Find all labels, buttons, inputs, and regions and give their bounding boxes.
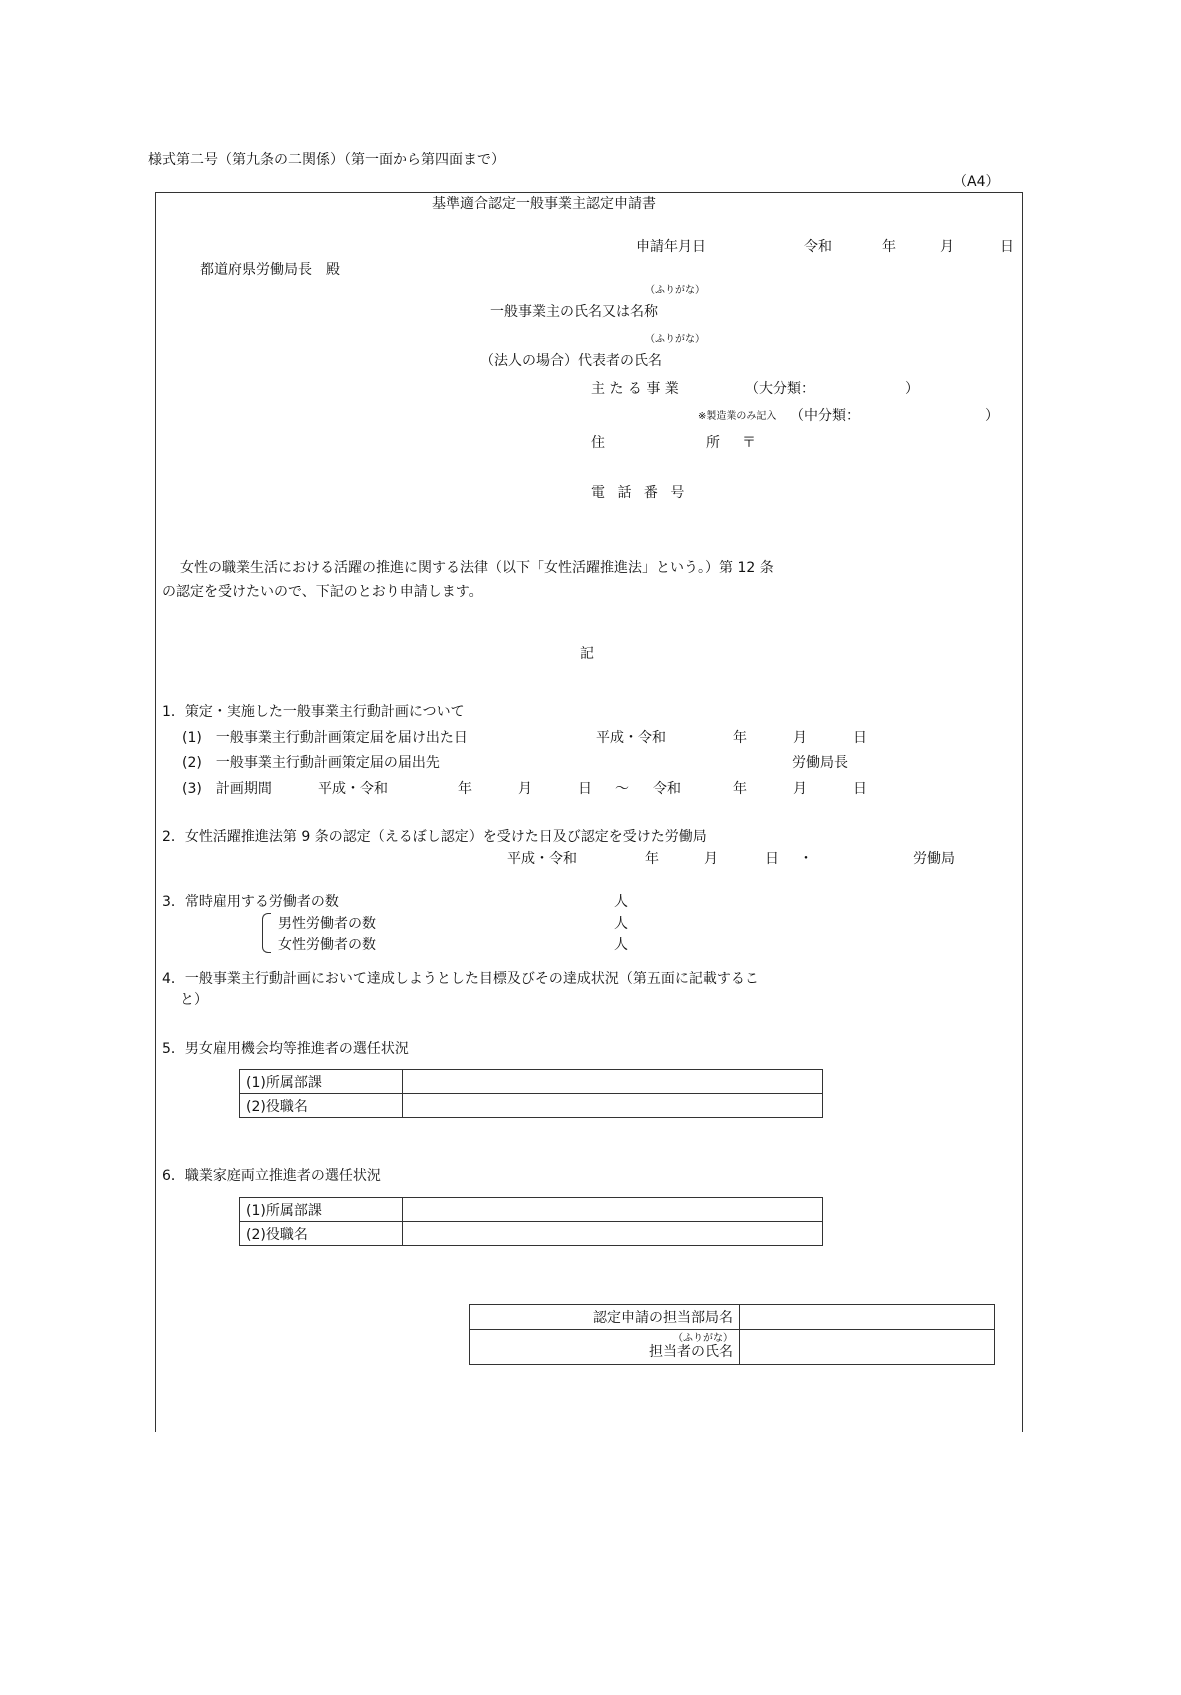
section-2-title: 2．女性活躍推進法第 9 条の認定（えるぼし認定）を受けた日及び認定を受けた労働局 xyxy=(162,829,707,845)
section-1-3-year: 年 xyxy=(458,781,472,797)
section-3-brace xyxy=(262,913,271,953)
section-4-line-1: 4．一般事業主行動計画において達成しようとした目標及びその達成状況（第五面に記載するこ xyxy=(162,971,759,987)
mid-class-label: （中分類： xyxy=(790,408,860,424)
section-1-2-label: (2) 一般事業主行動計画策定届の届出先 xyxy=(182,755,440,771)
section-5-title: 5．男女雇用機会均等推進者の選任状況 xyxy=(162,1041,409,1057)
manufacturing-note: ※製造業のみ記入 xyxy=(698,411,777,422)
table-row xyxy=(240,1198,823,1222)
section-3-total-unit: 人 xyxy=(614,894,628,910)
section-1-3-label: (3) 計画期間 xyxy=(182,781,272,797)
section-1-3-year2: 年 xyxy=(733,781,747,797)
table-row xyxy=(240,1094,823,1118)
section-1-1-day-label: 日 xyxy=(853,730,867,746)
contact-furigana: （ふりがな） xyxy=(673,1333,733,1345)
ki-heading: 記 xyxy=(580,646,594,662)
section-3-men-unit: 人 xyxy=(614,916,628,932)
section-1-3-day: 日 xyxy=(578,781,592,797)
phone-label: 電 話 番 号 xyxy=(591,485,689,501)
section-5-dept-label: (1)所属部課 xyxy=(240,1070,403,1094)
section-2-bureau: 労働局 xyxy=(913,851,955,867)
section-1-3-era2: 令和 xyxy=(653,781,681,797)
date-era: 令和 xyxy=(804,239,832,255)
contact-person-label: 担当者の氏名 xyxy=(649,1343,733,1360)
section-2-era: 平成・令和 xyxy=(507,851,577,867)
section-6-table xyxy=(239,1197,823,1246)
paper-size-label: （A4） xyxy=(953,174,1000,190)
section-4-line-2: と） xyxy=(180,992,208,1008)
section-1-1-month-label: 月 xyxy=(793,730,807,746)
section-2-day: 日 xyxy=(765,851,779,867)
main-business-label: 主 た る 事 業 xyxy=(591,381,679,397)
section-2-month: 月 xyxy=(704,851,718,867)
furigana-employer: （ふりがな） xyxy=(645,285,705,296)
furigana-rep: （ふりがな） xyxy=(645,334,705,345)
section-1-3-month2: 月 xyxy=(793,781,807,797)
contact-table xyxy=(469,1304,995,1365)
intro-line-1: 女性の職業生活における活躍の推進に関する法律（以下「女性活躍推進法」という。）第 12 条 xyxy=(180,560,774,576)
section-1-1-era: 平成・令和 xyxy=(596,730,666,746)
section-5-title-label: (2)役職名 xyxy=(240,1094,403,1118)
form-number-label: 様式第二号（第九条の二関係）（第一面から第四面まで） xyxy=(148,152,505,168)
table-row xyxy=(240,1222,823,1246)
section-1-title: 1．策定・実施した一般事業主行動計画について xyxy=(162,704,465,720)
section-5-title-value[interactable] xyxy=(403,1094,823,1118)
mid-class-close: ） xyxy=(985,408,999,424)
section-6-title: 6．職業家庭両立推進者の選任状況 xyxy=(162,1168,381,1184)
section-3-title: 3．常時雇用する労働者の数 xyxy=(162,894,339,910)
date-year: 年 xyxy=(882,239,896,255)
postal-mark: 〒 xyxy=(742,435,756,451)
section-1-3-day2: 日 xyxy=(853,781,867,797)
section-6-dept-value[interactable] xyxy=(403,1198,823,1222)
section-1-3-month: 月 xyxy=(518,781,532,797)
addressee: 都道府県労働局長 殿 xyxy=(200,262,340,278)
section-3-women-unit: 人 xyxy=(614,937,628,953)
section-1-3-tilde: ～ xyxy=(615,781,629,797)
contact-dept-label: 認定申請の担当部局名 xyxy=(470,1305,740,1330)
section-1-1-year-label: 年 xyxy=(733,730,747,746)
form-title: 基準適合認定一般事業主認定申請書 xyxy=(432,196,656,212)
section-5-dept-value[interactable] xyxy=(403,1070,823,1094)
table-row xyxy=(240,1070,823,1094)
section-1-1-label: (1) 一般事業主行動計画策定届を届け出た日 xyxy=(182,730,468,746)
contact-person-value[interactable] xyxy=(740,1330,995,1365)
section-2-dot: ・ xyxy=(799,851,813,867)
rep-name-label: （法人の場合）代表者の氏名 xyxy=(480,353,662,369)
table-row xyxy=(470,1305,995,1330)
section-3-women-label: 女性労働者の数 xyxy=(278,937,376,953)
section-2-year: 年 xyxy=(645,851,659,867)
intro-line-2: の認定を受けたいので、下記のとおり申請します。 xyxy=(162,584,483,600)
section-3-men-label: 男性労働者の数 xyxy=(278,916,376,932)
address-label-2: 所 xyxy=(706,435,720,451)
date-month: 月 xyxy=(940,239,954,255)
date-day: 日 xyxy=(1000,239,1014,255)
contact-person-cell xyxy=(470,1330,740,1365)
section-1-3-era: 平成・令和 xyxy=(318,781,388,797)
table-row xyxy=(470,1330,995,1365)
section-6-title-value[interactable] xyxy=(403,1222,823,1246)
major-class-label: （大分類： xyxy=(745,381,815,397)
section-6-dept-label: (1)所属部課 xyxy=(240,1198,403,1222)
contact-dept-value[interactable] xyxy=(740,1305,995,1330)
date-label: 申請年月日 xyxy=(636,239,706,255)
employer-name-label: 一般事業主の氏名又は名称 xyxy=(490,304,658,320)
section-5-table xyxy=(239,1069,823,1118)
section-6-title-label: (2)役職名 xyxy=(240,1222,403,1246)
address-label-1: 住 xyxy=(591,435,605,451)
major-class-close: ） xyxy=(905,381,919,397)
form-frame xyxy=(155,192,1023,1432)
section-1-2-suffix: 労働局長 xyxy=(792,755,848,771)
